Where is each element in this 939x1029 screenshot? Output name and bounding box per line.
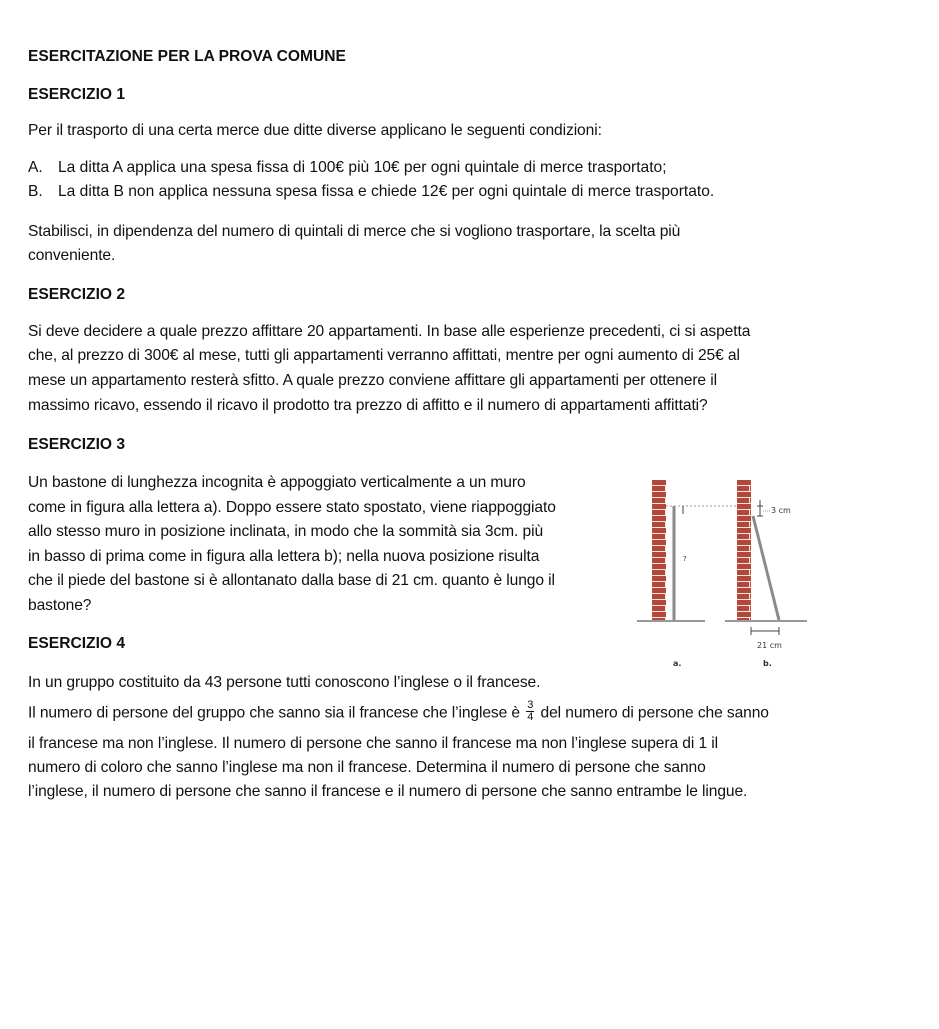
ex1-heading: ESERCIZIO 1 [28, 86, 126, 103]
stick-wall-diagram [617, 468, 820, 682]
ex2-line-4: massimo ricavo, essendo il ricavo il prodotto tra prezzo di affitto e il numero di appartamenti affittati? [28, 397, 708, 414]
ex1-question-line-1: Stabilisci, in dipendenza del numero di quintali di merce che si vogliono trasportare, la scelta più [28, 223, 681, 240]
ex4-line-2-after: del numero di persone che sanno [540, 704, 769, 722]
ex3-line-3: allo stesso muro in posizione inclinata, in modo che la sommità sia 3cm. più [28, 523, 544, 540]
ex4-line-2-before: Il numero di persone del gruppo che sanno sia il francese che l’inglese è [28, 704, 521, 722]
ex3-line-6: bastone? [28, 597, 92, 614]
ex4-heading: ESERCIZIO 4 [28, 635, 126, 652]
ex1-item-a-text: La ditta A applica una spesa fissa di 100€ più 10€ per ogni quintale di merce trasportato; [58, 159, 667, 176]
ex1-item-a-marker: A. [28, 159, 43, 176]
ex1-intro: Per il trasporto di una certa merce due ditte diverse applicano le seguenti condizioni: [28, 122, 602, 139]
ex2-line-2: che, al prezzo di 300€ al mese, tutti gli appartamenti verranno affittati, mentre per ogni aumento di 25€ al [28, 347, 740, 364]
ex1-item-b [28, 181, 714, 203]
ex1-item-b-marker: B. [28, 183, 43, 200]
brick-wall-a [652, 480, 666, 620]
ex1-item-b-text: La ditta B non applica nessuna spesa fissa e chiede 12€ per ogni quintale di merce trasportato. [58, 183, 715, 200]
ex3-line-5: che il piede del bastone si è allontanato dalla base di 21 cm. quanto è lungo il [28, 572, 555, 589]
fraction-three-quarters [526, 700, 534, 723]
label-a: a. [673, 659, 682, 668]
label-21cm: 21 cm [757, 641, 782, 650]
ex4-line-3: il francese ma non l’inglese. Il numero di persone che sanno il francese ma non l’inglese supera di 1 il [28, 735, 718, 752]
label-b: b. [763, 659, 772, 668]
fraction-denominator: 4 [527, 711, 534, 723]
ex3-line-2: come in figura alla lettera a). Doppo essere stato spostato, viene riappoggiato [28, 499, 556, 516]
document-title: ESERCITAZIONE PER LA PROVA COMUNE [28, 48, 346, 65]
ex3-figure [617, 468, 820, 682]
ex3-heading: ESERCIZIO 3 [28, 436, 126, 453]
ex1-item-a [28, 157, 667, 179]
brick-wall-b [737, 480, 751, 620]
ex3-line-4: in basso di prima come in figura alla lettera b); nella nuova posizione risulta [28, 548, 540, 565]
label-question-mark: ? [683, 555, 687, 563]
fraction-numerator: 3 [527, 699, 534, 711]
ex4-line-5: l’inglese, il numero di persone che sanno il francese e il numero di persone che sanno entrambe le lingue. [28, 783, 748, 800]
ex2-heading: ESERCIZIO 2 [28, 286, 126, 303]
ex1-question-line-2: conveniente. [28, 247, 116, 264]
ex3-line-1: Un bastone di lunghezza incognita è appoggiato verticalmente a un muro [28, 474, 526, 491]
label-3cm: 3 cm [771, 506, 791, 515]
stick-inclined-b [753, 516, 779, 620]
ex4-line-1: In un gruppo costituito da 43 persone tutti conoscono l’inglese o il francese. [28, 674, 541, 691]
ex4-line-2 [28, 699, 769, 725]
ex2-line-3: mese un appartamento resterà sfitto. A quale prezzo conviene affittare gli appartamenti per ottenere il [28, 372, 717, 389]
ex2-line-1: Si deve decidere a quale prezzo affittare 20 appartamenti. In base alle esperienze precedenti, ci si aspetta [28, 323, 751, 340]
ex4-line-4: numero di coloro che sanno l’inglese ma non il francese. Determina il numero di persone che sanno [28, 759, 706, 776]
